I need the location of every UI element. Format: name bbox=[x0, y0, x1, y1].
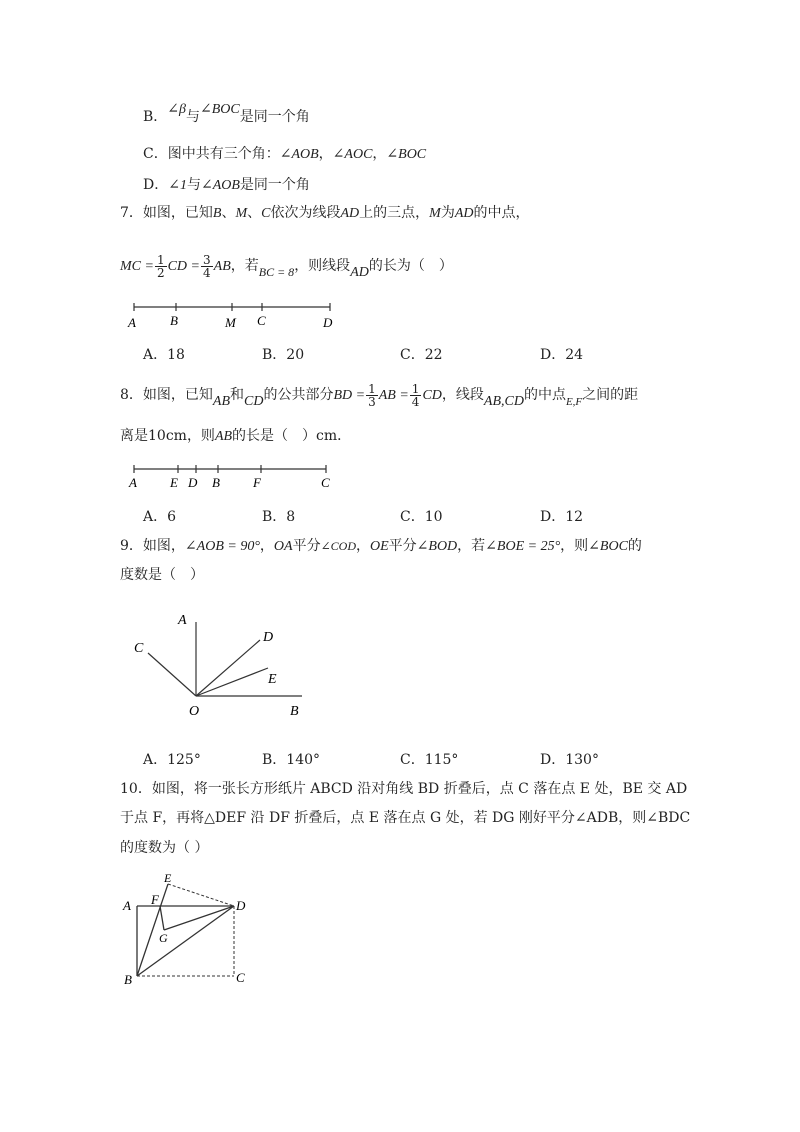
math-value: 10cm bbox=[148, 428, 187, 444]
math-var: M bbox=[235, 206, 248, 221]
q9-option-d: D．130° bbox=[540, 752, 599, 768]
math-text: BD = bbox=[333, 388, 366, 403]
q9-option-a: A．125° bbox=[143, 752, 201, 768]
math-condition: BC = 8 bbox=[258, 265, 295, 279]
math-var: AD bbox=[340, 206, 360, 221]
fraction bbox=[366, 383, 378, 408]
label-a: A bbox=[178, 613, 187, 628]
label-f: F bbox=[151, 892, 159, 907]
text: 、 bbox=[221, 205, 236, 221]
label-d: D bbox=[236, 898, 246, 913]
option-label: B． bbox=[143, 109, 168, 125]
math-var: OE bbox=[369, 539, 389, 554]
q7-option-a: A．18 bbox=[143, 347, 185, 363]
text: 平分 bbox=[292, 538, 321, 554]
fraction-numerator: 1 bbox=[411, 381, 420, 396]
fraction bbox=[155, 254, 167, 279]
q8-option-c: C．10 bbox=[400, 509, 443, 525]
math-angle-beta: ∠β bbox=[167, 102, 186, 117]
label-o: O bbox=[189, 704, 200, 719]
q8-option-a: A．6 bbox=[143, 509, 177, 525]
q7-option-b: B．20 bbox=[262, 347, 305, 363]
label-a: A bbox=[129, 475, 137, 490]
math-text: AB = bbox=[378, 388, 409, 403]
label-b: B bbox=[124, 972, 132, 987]
text: 8．如图，已知 bbox=[120, 387, 213, 403]
label-a: A bbox=[123, 898, 131, 913]
q6-option-c bbox=[143, 144, 426, 165]
label-e: E bbox=[170, 475, 178, 490]
text: 之间的距 bbox=[582, 387, 639, 403]
text: 的中点， bbox=[473, 205, 530, 221]
text: ，则 bbox=[186, 428, 215, 444]
q7-segment-figure bbox=[120, 298, 350, 332]
text: ，若 bbox=[230, 258, 259, 274]
math-var: AB,CD bbox=[483, 394, 524, 409]
math-var: AD bbox=[454, 206, 474, 221]
math-text: CD bbox=[422, 388, 442, 403]
math-text: MC = bbox=[120, 259, 154, 274]
text: 的长是（ ）cm． bbox=[232, 428, 352, 444]
fraction-denominator: 4 bbox=[203, 265, 211, 280]
label-b: B bbox=[290, 704, 299, 719]
text: ， bbox=[372, 146, 387, 162]
math-var: AB bbox=[212, 394, 231, 409]
math-var: OA bbox=[273, 539, 293, 554]
math-text: ∠AOB = 90° bbox=[184, 539, 260, 554]
math-var: E,F bbox=[565, 396, 583, 408]
text: 平分 bbox=[388, 538, 417, 554]
fraction-denominator: 4 bbox=[411, 394, 420, 409]
option-label: C．图中共有三个角： bbox=[143, 146, 280, 162]
math-var: AB bbox=[214, 429, 233, 444]
text: 依次为线段 bbox=[270, 205, 341, 221]
q10-stem-line3: 的度数为（ ） bbox=[120, 840, 209, 856]
q7-option-d: D．24 bbox=[540, 347, 584, 363]
q10-stem-line1: 10．如图，将一张长方形纸片 ABCD 沿对角线 BD 折叠后，点 C 落在点 E 处，BE 交 AD bbox=[120, 781, 688, 797]
label-c: C bbox=[134, 641, 144, 656]
q8-option-d: D．12 bbox=[540, 509, 584, 525]
ray-oc bbox=[148, 653, 196, 696]
diagonal-bd bbox=[137, 906, 234, 976]
text: ，则 bbox=[560, 538, 589, 554]
fraction-denominator: 3 bbox=[368, 394, 376, 409]
label-d: D bbox=[188, 475, 198, 490]
label-d: D bbox=[263, 630, 274, 645]
fraction bbox=[201, 254, 213, 279]
q7-stem-line1 bbox=[120, 203, 530, 224]
text: 、 bbox=[247, 205, 262, 221]
math-angle: ∠BOC bbox=[386, 147, 427, 162]
q9-angle-figure bbox=[120, 600, 320, 725]
math-angle: ∠AOC bbox=[332, 147, 373, 162]
text: ，若 bbox=[457, 538, 486, 554]
label-a: A bbox=[128, 315, 136, 330]
fraction-numerator: 1 bbox=[156, 252, 165, 267]
text: 与 bbox=[186, 177, 201, 193]
text: 的公共部分 bbox=[263, 387, 334, 403]
math-angle-boc: ∠BOC bbox=[200, 102, 240, 117]
math-text: CD = bbox=[167, 259, 200, 274]
math-angle: ∠1 bbox=[168, 178, 187, 193]
math-var: C bbox=[261, 206, 271, 221]
option-label: D． bbox=[143, 177, 169, 193]
label-c: C bbox=[321, 475, 330, 490]
text: 的中点 bbox=[523, 387, 566, 403]
label-m: M bbox=[225, 315, 236, 330]
text: 是同一个角 bbox=[239, 109, 310, 125]
math-var: M bbox=[429, 206, 441, 221]
q8-option-b: B．8 bbox=[262, 509, 296, 525]
fraction bbox=[410, 383, 422, 408]
math-angle: ∠BOC bbox=[588, 539, 628, 554]
text: 离是 bbox=[120, 428, 148, 444]
text: 7．如图，已知 bbox=[120, 205, 213, 221]
q9-stem-line1 bbox=[120, 536, 642, 557]
text: 是同一个角 bbox=[239, 177, 310, 193]
q7-option-c: C．22 bbox=[400, 347, 443, 363]
segment-ed-dashed bbox=[168, 884, 234, 906]
ray-od bbox=[196, 640, 260, 696]
text: ，线段 bbox=[441, 387, 484, 403]
text: 的 bbox=[627, 538, 642, 554]
math-angle: ∠AOB bbox=[200, 178, 240, 193]
q10-fold-figure bbox=[120, 868, 260, 988]
label-b: B bbox=[212, 475, 220, 490]
fraction-denominator: 2 bbox=[156, 265, 165, 280]
text: ， bbox=[355, 538, 370, 554]
text: 的长为（ ） bbox=[368, 258, 453, 274]
q9-option-c: C．115° bbox=[400, 752, 459, 768]
text: 和 bbox=[230, 387, 245, 403]
label-e: E bbox=[268, 672, 277, 687]
math-angle: ∠AOB bbox=[279, 147, 319, 162]
text: 9．如图， bbox=[120, 538, 185, 554]
fraction-numerator: 3 bbox=[203, 252, 211, 267]
text: ， bbox=[318, 146, 333, 162]
q8-stem-line1 bbox=[120, 381, 638, 410]
math-angle: ∠BOD bbox=[416, 539, 458, 554]
text: 上的三点， bbox=[359, 205, 430, 221]
q10-stem-line2: 于点 F，再将△DEF 沿 DF 折叠后，点 E 落在点 G 处，若 DG 刚好平分∠ADB，则∠BDC bbox=[120, 810, 691, 826]
text: 为 bbox=[440, 205, 455, 221]
q8-segment-figure bbox=[120, 460, 350, 494]
math-angle: ∠COD bbox=[320, 539, 356, 553]
math-var: B bbox=[212, 206, 222, 221]
math-text: AB bbox=[213, 259, 231, 274]
text: ，则线段 bbox=[294, 258, 351, 274]
label-f: F bbox=[253, 475, 261, 490]
q6-option-d bbox=[143, 175, 310, 196]
math-var: AD bbox=[350, 265, 369, 280]
q8-stem-line2 bbox=[120, 426, 351, 447]
q9-option-b: B．140° bbox=[262, 752, 321, 768]
label-b: B bbox=[170, 313, 178, 328]
math-text: ∠BOE = 25° bbox=[485, 539, 561, 554]
q7-stem-line2 bbox=[120, 252, 453, 281]
q6-option-b bbox=[143, 102, 310, 128]
q9-stem-line2: 度数是（ ） bbox=[120, 567, 204, 583]
segment-gd bbox=[164, 906, 234, 930]
text: 与 bbox=[186, 109, 200, 125]
label-c: C bbox=[257, 313, 266, 328]
ray-oe bbox=[196, 668, 268, 696]
label-c: C bbox=[236, 970, 245, 985]
label-d: D bbox=[323, 315, 333, 330]
fraction-numerator: 1 bbox=[368, 381, 376, 396]
segment-fg bbox=[160, 906, 164, 930]
math-var: CD bbox=[244, 394, 264, 409]
label-e: E bbox=[164, 871, 172, 885]
text: ， bbox=[259, 538, 274, 554]
label-g: G bbox=[159, 931, 168, 945]
